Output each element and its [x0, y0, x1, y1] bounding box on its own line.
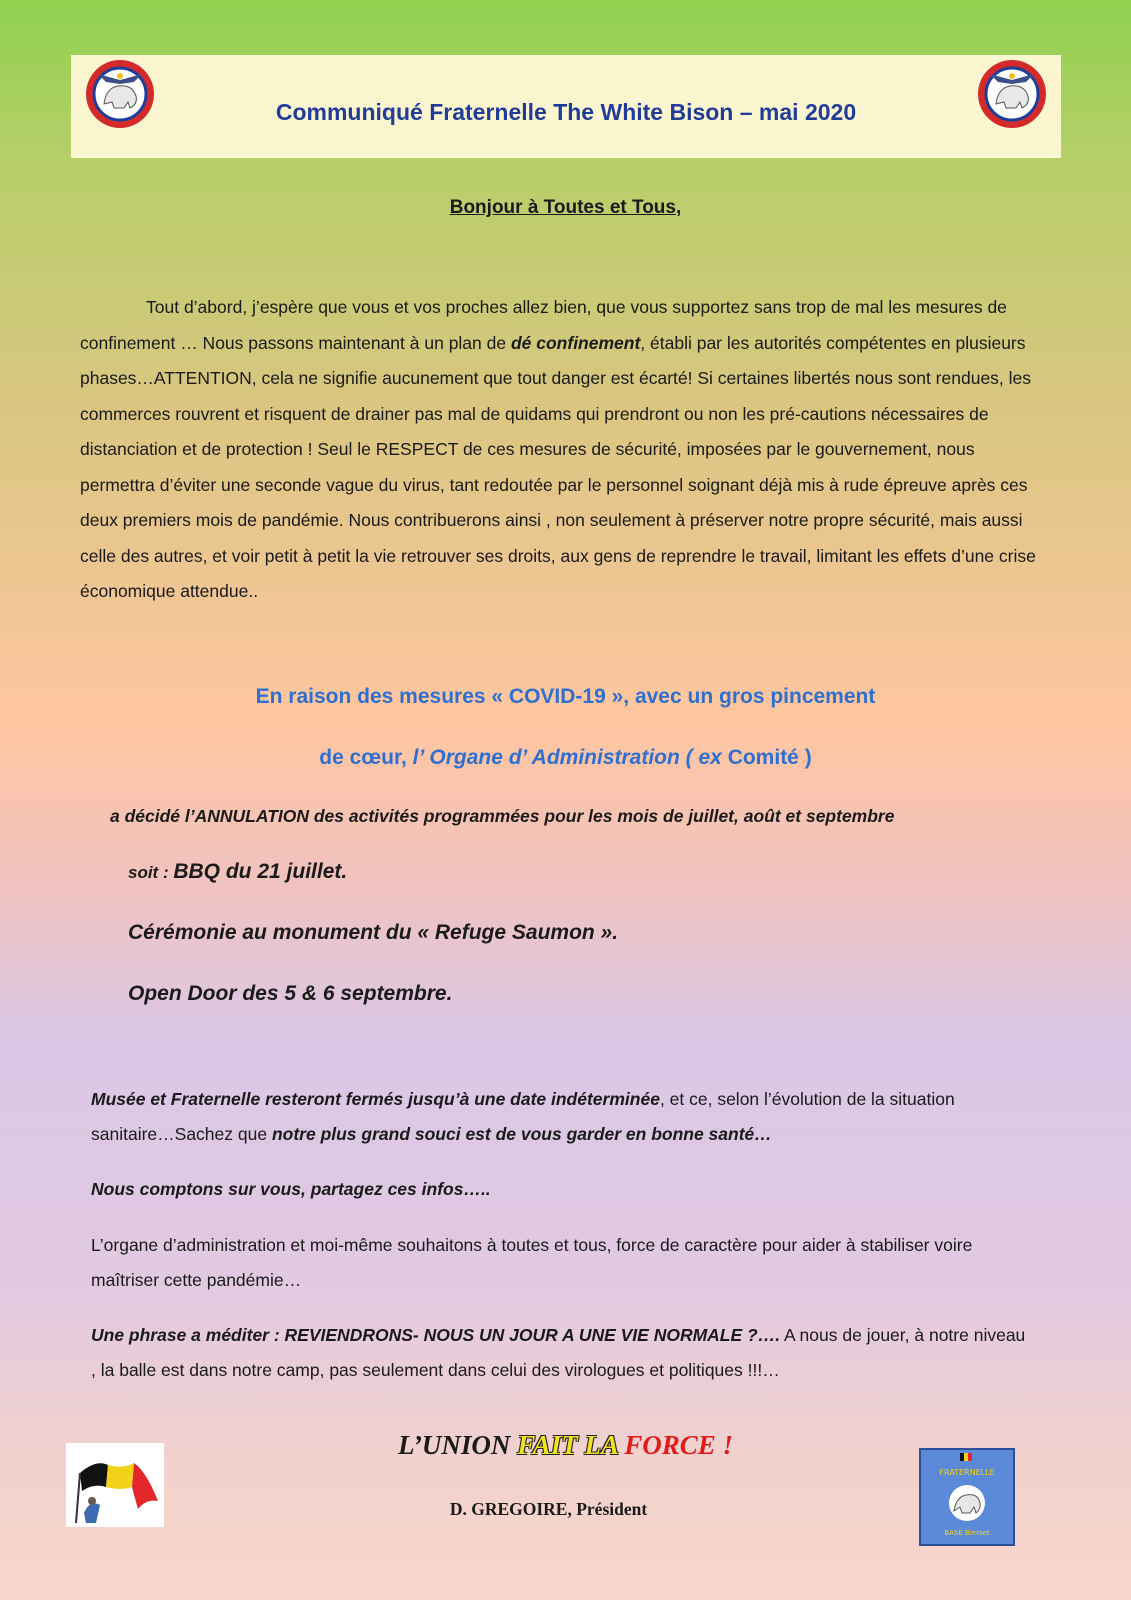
- covid-line2-suffix: Comité ): [721, 746, 812, 769]
- wishes-paragraph: L’organe d’administration et moi-même souhaitons à toutes et tous, force de caractère pour aider à stabiliser voire maîtriser cette pandémie…: [91, 1235, 973, 1290]
- banner-icon: [918, 1447, 1016, 1547]
- intro-text-part1: Tout d’abord, j’espère que vous et vos proches allez bien, que vous supportez sans trop de mal les mesures de confinement … Nous passons maintenant à un plan de: [80, 297, 1007, 353]
- covid-announcement-line1: En raison des mesures « COVID-19 », avec un gros pincement: [255, 685, 876, 708]
- museum-closure-paragraph: [91, 1082, 1026, 1152]
- banner-top-text: FRATERNELLE: [939, 1468, 995, 1477]
- activity-item-open-door: Open Door des 5 & 6 septembre.: [128, 982, 453, 1005]
- banner-bottom-text: BASE Bierset: [944, 1529, 990, 1537]
- intro-paragraph: [80, 290, 1040, 610]
- flag-icon: [66, 1443, 164, 1527]
- museum-closure-text: , et ce, selon l’évolution de la situation sanitaire…Sachez que: [91, 1089, 955, 1144]
- covid-line2-ex: ex: [698, 746, 722, 769]
- fraternelle-banner-image: [918, 1447, 1016, 1547]
- intro-text-part2: , établi par les autorités compétentes en plusieurs phases…ATTENTION, cela ne signifie aucunement que tout danger est écarté! Si certaines libertés nous sont rendues, les commerces rouvrent et risquent de drainer pas mal de quidams qui prendront ou non les pré-cautions nécessaires de distanciation et de protection ! Seul le RESPECT de ces mesures de sécurité, imposées par le gouvernement, nous permettra d’éviter une seconde vague du virus, tant redoutée par le personnel soignant déjà mis à rude épreuve après ces deux premiers mois de pandémie. Nous contribuerons ainsi , non seulement à préserver notre propre sécurité, mais aussi celle des autres, et voir petit à petit la vie retrouver ses droits, aux gens de reprendre le travail, limitant les effets d’une crise économique attendue..: [80, 332, 1036, 601]
- reflection-paragraph: [91, 1318, 1026, 1388]
- activity-item-ceremony: Cérémonie au monument du « Refuge Saumon ».: [128, 921, 619, 944]
- museum-closure-bold: Musée et Fraternelle resteront fermés jusqu’à une date indéterminée: [91, 1089, 660, 1109]
- white-bison-logo: [976, 58, 1048, 130]
- activity-bbq-text: BBQ du 21 juillet.: [173, 860, 348, 883]
- greeting-heading: Bonjour à Toutes et Tous,: [449, 197, 682, 218]
- signature: D. GREGOIRE, Président: [449, 1499, 648, 1519]
- document-title: Communiqué Fraternelle The White Bison – mai 2020: [275, 99, 857, 125]
- header-banner: [71, 55, 1061, 158]
- covid-line2-prefix: de cœur,: [319, 746, 413, 769]
- covid-announcement-line2: [0, 746, 1131, 770]
- museum-health-bold: notre plus grand souci est de vous garder en bonne santé…: [271, 1124, 772, 1144]
- belgian-flag-image: [66, 1443, 164, 1527]
- activity-item-bbq: [128, 860, 347, 884]
- motto-part1: L’UNION: [397, 1430, 518, 1460]
- covid-line2-organ: l’ Organe d’ Administration (: [412, 746, 699, 769]
- cancellation-decision: a décidé l’ANNULATION des activités programmées pour les mois de juillet, août et septembre: [110, 806, 895, 826]
- reflection-question: Une phrase a méditer : REVIENDRONS- NOUS UN JOUR A UNE VIE NORMALE ?….: [91, 1325, 781, 1345]
- reflection-text: A nous de jouer, à notre niveau , la balle est dans notre camp, pas seulement dans celui des virologues et politiques !!!…: [91, 1325, 1026, 1380]
- share-info-paragraph: Nous comptons sur vous, partagez ces infos…..: [91, 1179, 491, 1199]
- intro-emphasis: dé confinement: [510, 332, 641, 353]
- soit-label: soit :: [128, 863, 174, 882]
- motto-part3: FORCE !: [617, 1430, 734, 1460]
- motto-part2: FAIT LA: [517, 1430, 618, 1460]
